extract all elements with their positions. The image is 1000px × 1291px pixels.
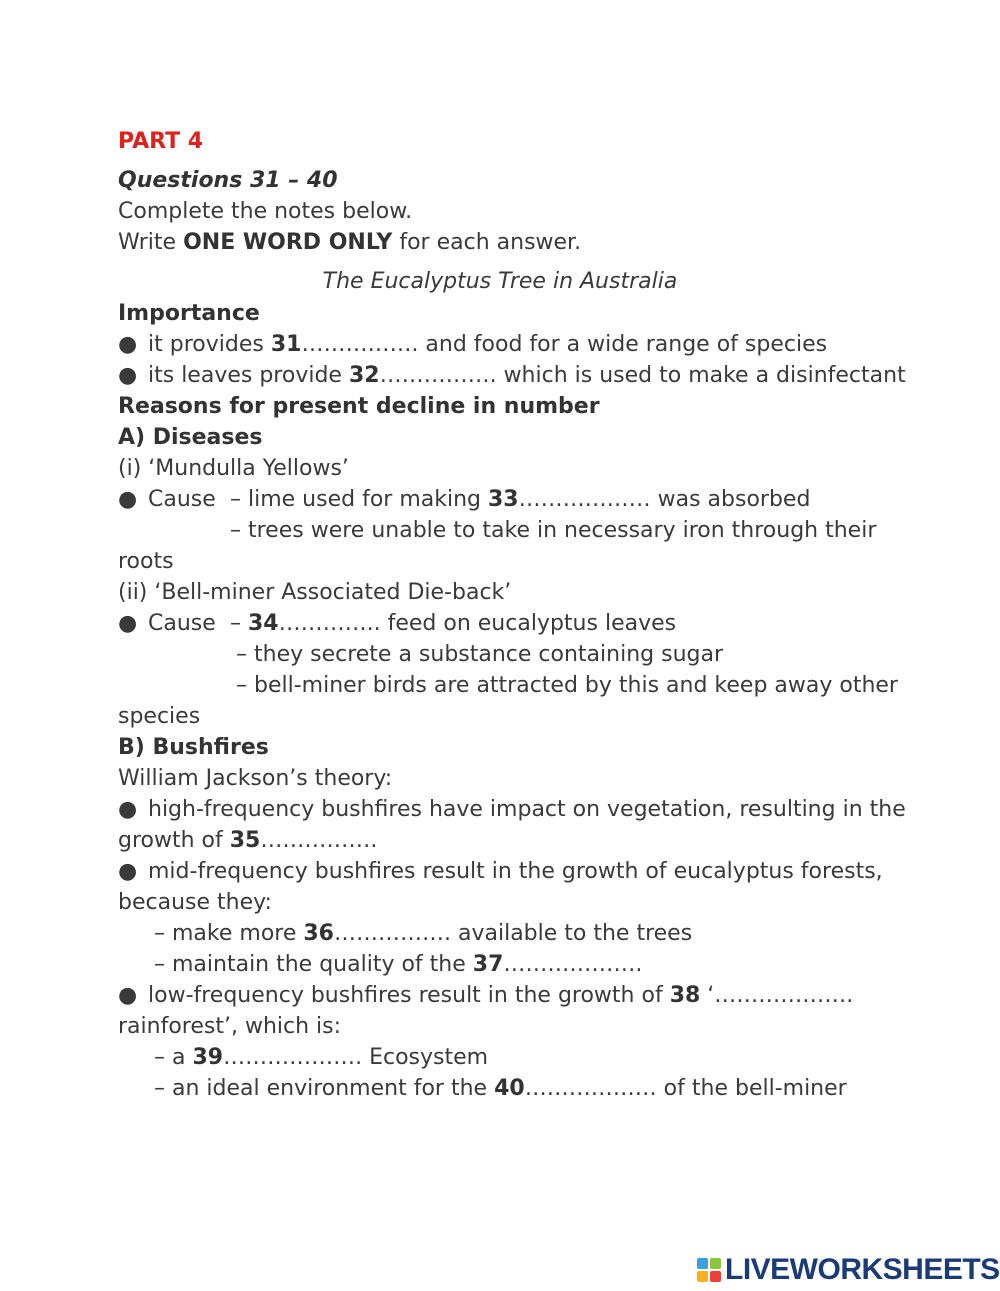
questions-heading: Questions 31 – 40 [118,168,338,193]
question-40-number: 40 [494,1076,525,1101]
answer-blank-31: ……………. and food for a wide range of species [301,332,828,357]
importance-bullet-31: ● it provides 31……………. and food for a wide range of species [118,332,828,357]
cause-iron-cont: roots [118,549,174,574]
high-frequency-cont: growth of 35……………. [118,828,378,853]
disease-i-label: (i) ‘Mundulla Yellows’ [118,456,349,481]
liveworksheets-wordmark: LIVEWORKSHEETS [725,1253,1000,1286]
question-32-number: 32 [348,363,380,388]
answer-blank-38: ‘………………. [700,983,854,1008]
answer-blank-32: ……………. which is used to make a disinfectant [379,363,906,388]
instruction-2: Write ONE WORD ONLY for each answer. [118,230,582,255]
importance-bullet-32: ● its leaves provide 32……………. which is used to make a disinfectant [118,363,906,388]
disease-ii-label: (ii) ‘Bell-miner Associated Die-back’ [118,580,512,605]
question-36-number: 36 [303,921,334,946]
question-37-number: 37 [472,952,504,977]
answer-blank-37: ………………. [503,952,643,977]
question-33-number: 33 [487,487,519,512]
mid-frequency-cont: because they: [118,890,272,915]
answer-blank-40: ……………… of the bell-miner [524,1076,847,1101]
cause-33-line: ● Cause – lime used for making 33……………… was absorbed [118,487,811,512]
mid-frequency-36: – make more 36……………. available to the trees [154,921,693,946]
cause-birds-line: – bell-miner birds are attracted by this and keep away other [236,673,898,698]
notes-title: The Eucalyptus Tree in Australia [322,269,678,294]
low-frequency-40: – an ideal environment for the 40……………… of the bell-miner [154,1076,847,1101]
cause-iron-line: – trees were unable to take in necessary iron through their [230,518,877,543]
liveworksheets-logo [697,1255,1000,1285]
high-frequency-bullet: ● high-frequency bushfires have impact on vegetation, resulting in the [118,797,906,822]
question-34-number: 34 [248,611,279,636]
question-35-number: 35 [229,828,261,853]
low-frequency-cont: rainforest’, which is: [118,1014,342,1039]
theory-label: William Jackson’s theory: [118,766,393,791]
question-31-number: 31 [270,332,302,357]
low-frequency-39: – a 39………………. Ecosystem [154,1045,489,1070]
mid-frequency-bullet: ● mid-frequency bushfires result in the growth of eucalyptus forests, [118,859,883,884]
question-39-number: 39 [192,1045,224,1070]
answer-blank-39: ………………. Ecosystem [223,1045,489,1070]
mid-frequency-37: – maintain the quality of the 37………………. [154,952,643,977]
cause-birds-cont: species [118,704,201,729]
importance-heading: Importance [118,301,260,326]
answer-blank-36: ……………. available to the trees [334,921,693,946]
question-38-number: 38 [669,983,701,1008]
cause-34-line: ● Cause – 34………….. feed on eucalyptus leaves [118,611,677,636]
answer-blank-33: ……………… was absorbed [518,487,811,512]
answer-blank-34: ………….. feed on eucalyptus leaves [278,611,677,636]
bushfires-heading: B) Bushfires [118,735,269,760]
part-heading: PART 4 [118,129,204,154]
instruction-1: Complete the notes below. [118,199,413,224]
low-frequency-bullet: ● low-frequency bushfires result in the growth of 38 ‘………………. [118,983,854,1008]
reasons-heading: Reasons for present decline in number [118,394,600,419]
liveworksheets-icon [697,1258,721,1282]
answer-blank-35: ……………. [260,828,378,853]
cause-sugar-line: – they secrete a substance containing sugar [236,642,724,667]
diseases-heading: A) Diseases [118,425,263,450]
